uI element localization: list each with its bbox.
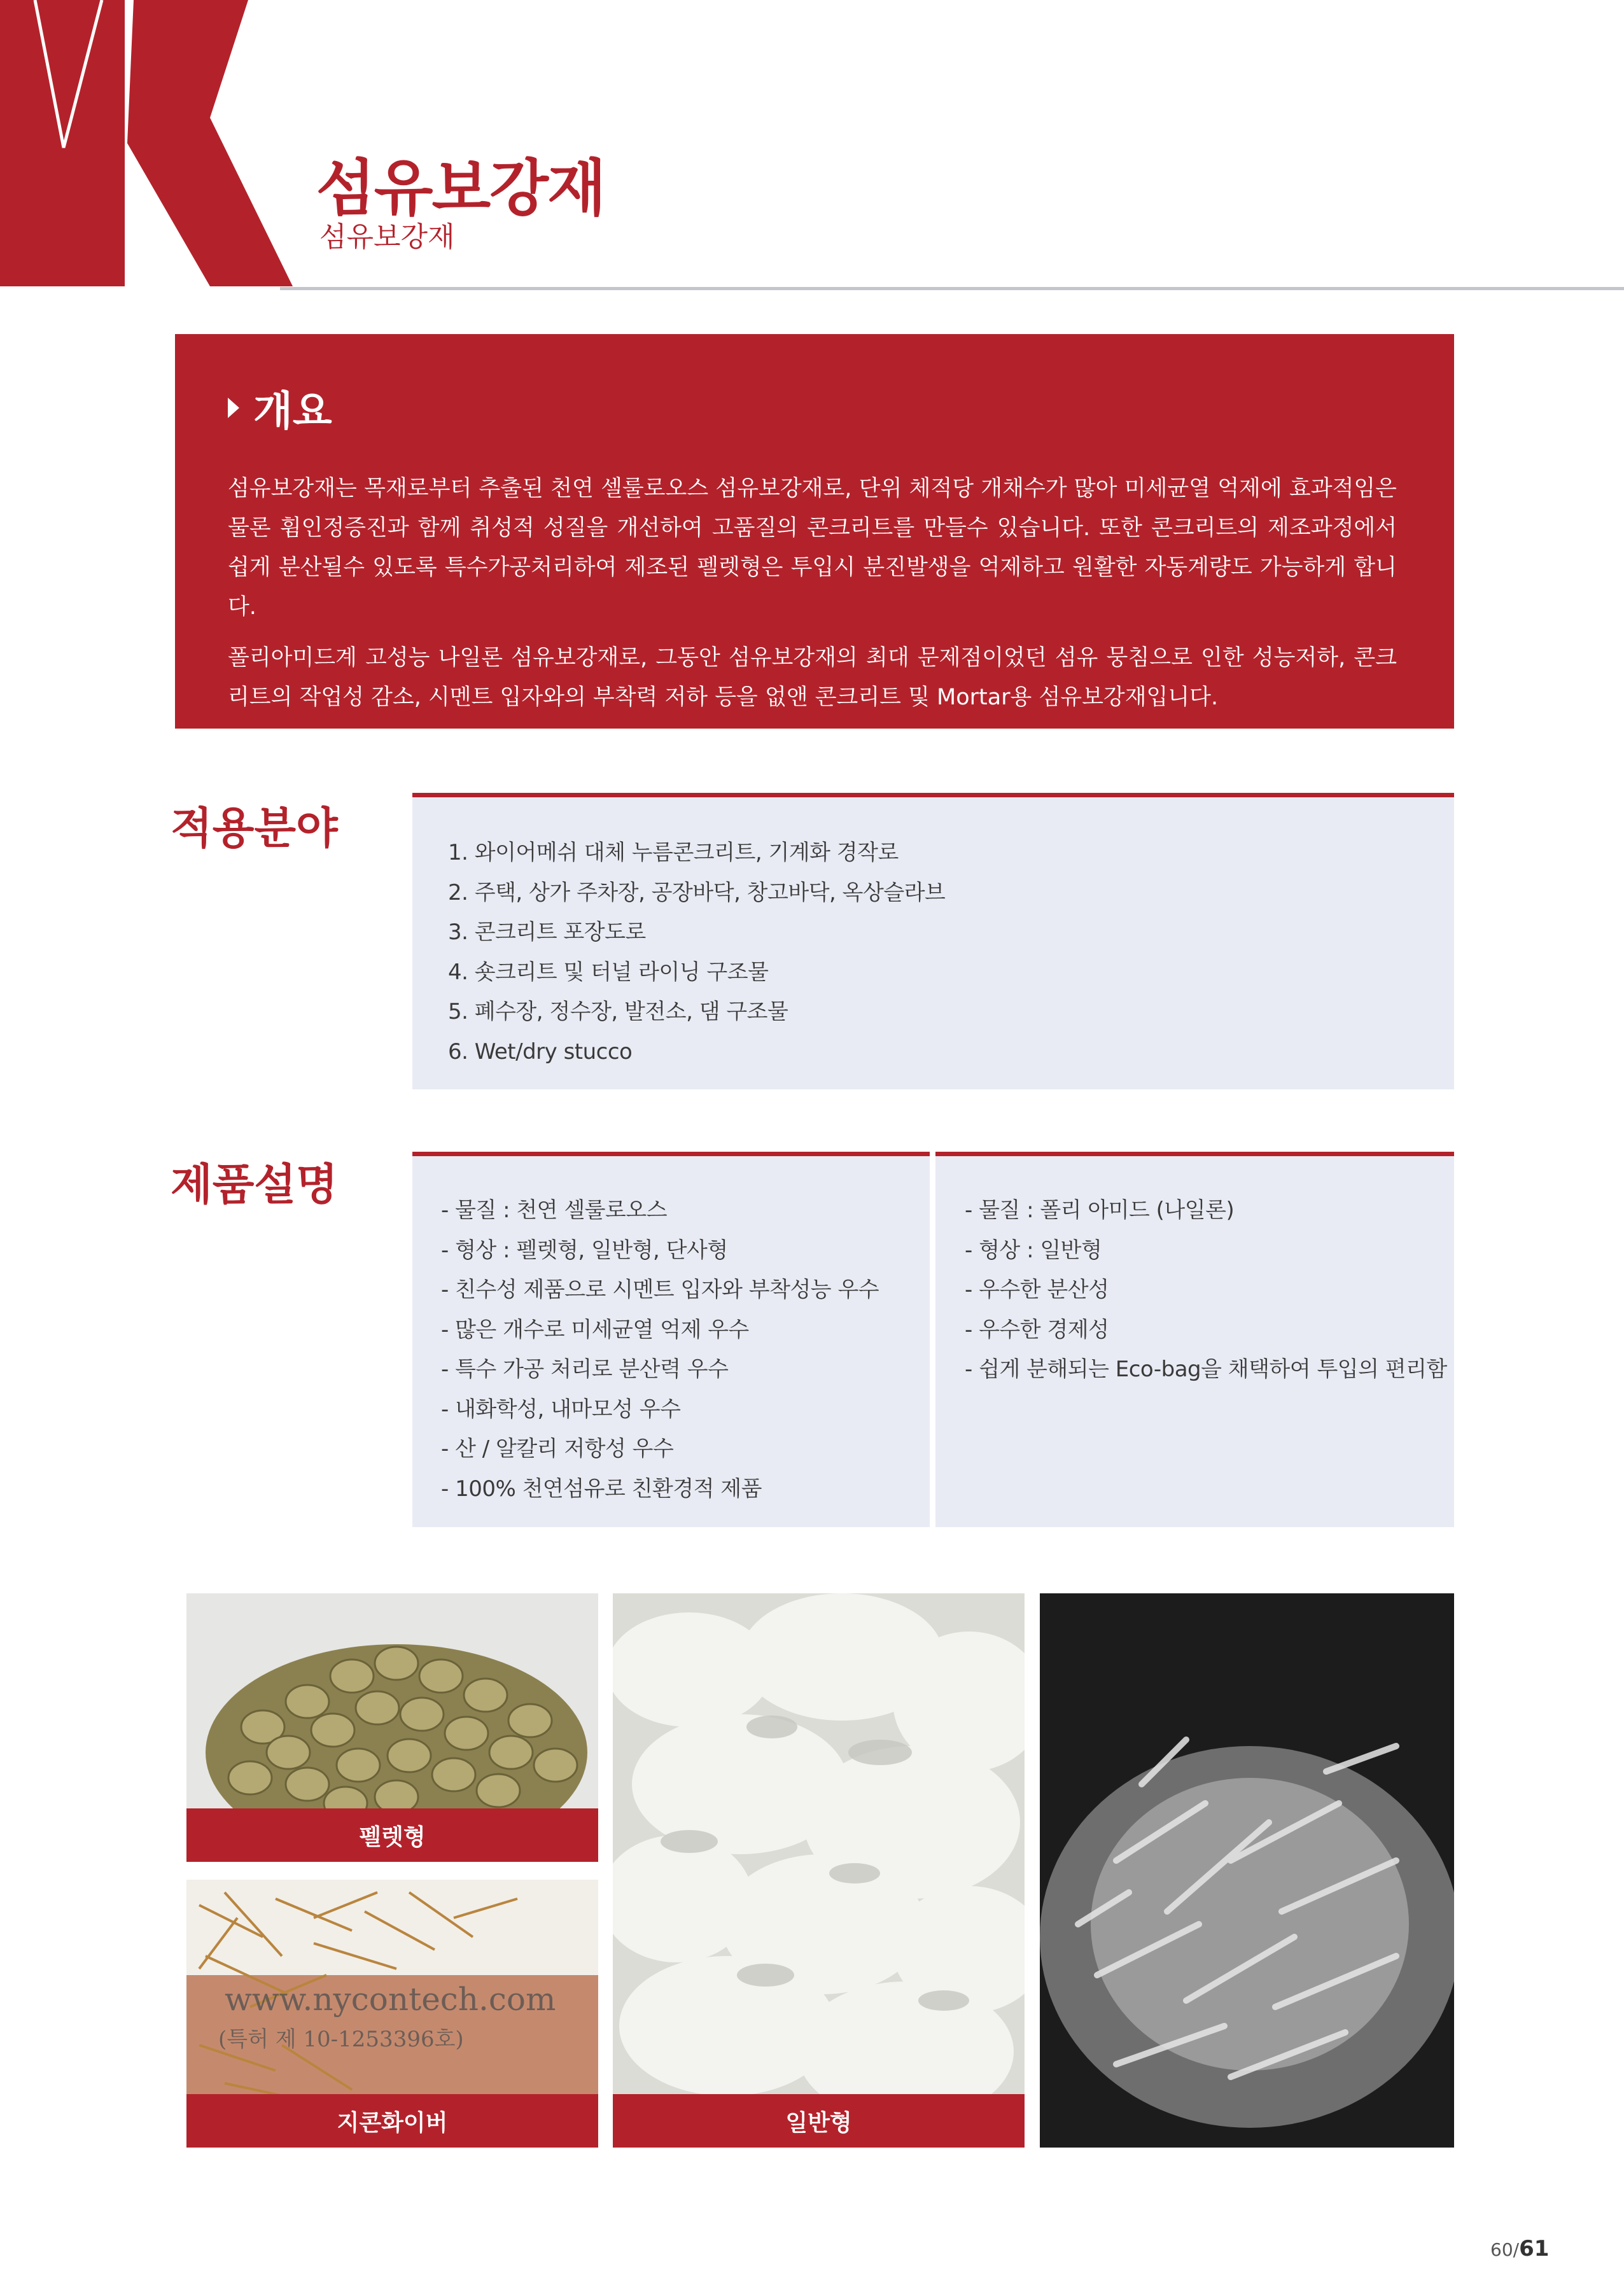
pellet-photo: [186, 1593, 598, 1862]
product-list-right: [965, 1191, 1454, 1390]
overview-heading-text: 개요: [253, 388, 332, 435]
list-item: - 산 / 알칼리 저항성 우수: [441, 1436, 674, 1462]
pellet-caption: 펠렛형: [186, 1808, 598, 1862]
list-item: - 우수한 경제성: [965, 1317, 1109, 1343]
page-number-next: 61: [1519, 2236, 1550, 2261]
nylon-photo: [1040, 1593, 1454, 2148]
nylon-fiber-image: [1040, 1593, 1454, 2148]
cellulose-image: [613, 1593, 1025, 2148]
list-item: 2. 주택, 상가 주차장, 공장바닥, 창고바닥, 옥상슬라브: [448, 879, 946, 905]
product-panel-left: [412, 1152, 930, 1527]
list-item: - 쉽게 분해되는 Eco-bag을 채택하여 투입의 편리함: [965, 1357, 1447, 1382]
list-item: - 100% 천연섬유로 친환경적 제품: [441, 1476, 762, 1502]
list-item: 4. 숏크리트 및 터널 라이닝 구조물: [448, 959, 769, 985]
list-item: - 형상 : 일반형: [965, 1237, 1102, 1263]
page-number: [1490, 2236, 1549, 2261]
list-item: - 물질 : 천연 셀룰로오스: [441, 1198, 668, 1223]
list-item: - 우수한 분산성: [965, 1277, 1109, 1303]
overview-heading: [228, 379, 1397, 437]
watermark-patent: (특허 제 10-1253396호): [218, 2027, 464, 2052]
list-item: 3. 콘크리트 포장도로: [448, 919, 646, 945]
page-number-current: 60/: [1490, 2239, 1520, 2260]
watermark-text: www.nycontech.com: [225, 1981, 556, 2018]
applications-list: [448, 833, 1454, 1072]
zircon-photo: [186, 1880, 598, 2148]
list-item: - 내화학성, 내마모성 우수: [441, 1396, 681, 1422]
general-photo: [613, 1593, 1025, 2148]
triangle-bullet-icon: [228, 398, 239, 418]
page-subtitle: 섬유보강재: [319, 221, 455, 253]
applications-panel: [412, 793, 1454, 1089]
general-caption: 일반형: [613, 2094, 1025, 2148]
overview-paragraph-2: 폴리아미드계 고성능 나일론 섬유보강재로, 그동안 섬유보강재의 최대 문제점이었던 섬유 뭉침으로 인한 성능저하, 콘크리트의 작업성 감소, 시멘트 입자와의 부착력 저하 등을 없앤 콘크리트 및 Mortar용 섬유보강재입니다.: [228, 645, 1397, 710]
list-item: 1. 와이어메쉬 대체 누름콘크리트, 기계화 경작로: [448, 840, 899, 865]
overview-box: [175, 334, 1454, 729]
list-item: - 형상 : 펠렛형, 일반형, 단사형: [441, 1237, 728, 1263]
page-title: 섬유보강재: [316, 153, 605, 224]
list-item: - 친수성 제품으로 시멘트 입자와 부착성능 우수: [441, 1277, 879, 1303]
applications-heading: 적용분야: [171, 804, 338, 854]
brand-logo: [0, 0, 293, 286]
product-heading: 제품설명: [171, 1160, 338, 1210]
product-panel-right: [935, 1152, 1454, 1527]
list-item: - 물질 : 폴리 아미드 (나일론): [965, 1198, 1235, 1223]
overview-paragraph-1: 섬유보강재는 목재로부터 추출된 천연 셀룰로오스 섬유보강재로, 단위 체적당 개채수가 많아 미세균열 억제에 효과적임은 물론 휨인정증진과 함께 취성적 성질을 개선하여 고품질의 콘크리트를 만들수 있습니다. 또한 콘크리트의 제조과정에서 쉽게 분산될수 있도록 특수가공처리하여 제조된 펠렛형은 투입시 분진발생을 억제하고 원활한 자동계량도 가능하게 합니다.: [228, 476, 1397, 620]
list-item: - 특수 가공 처리로 분산력 우수: [441, 1357, 729, 1382]
list-item: 6. Wet/dry stucco: [448, 1038, 633, 1065]
zircon-caption: 지콘화이버: [186, 2094, 598, 2148]
product-list-left: [441, 1191, 930, 1509]
list-item: 5. 폐수장, 정수장, 발전소, 댐 구조물: [448, 999, 788, 1024]
list-item: - 많은 개수로 미세균열 억제 우수: [441, 1317, 749, 1343]
header-divider: [280, 287, 1624, 290]
